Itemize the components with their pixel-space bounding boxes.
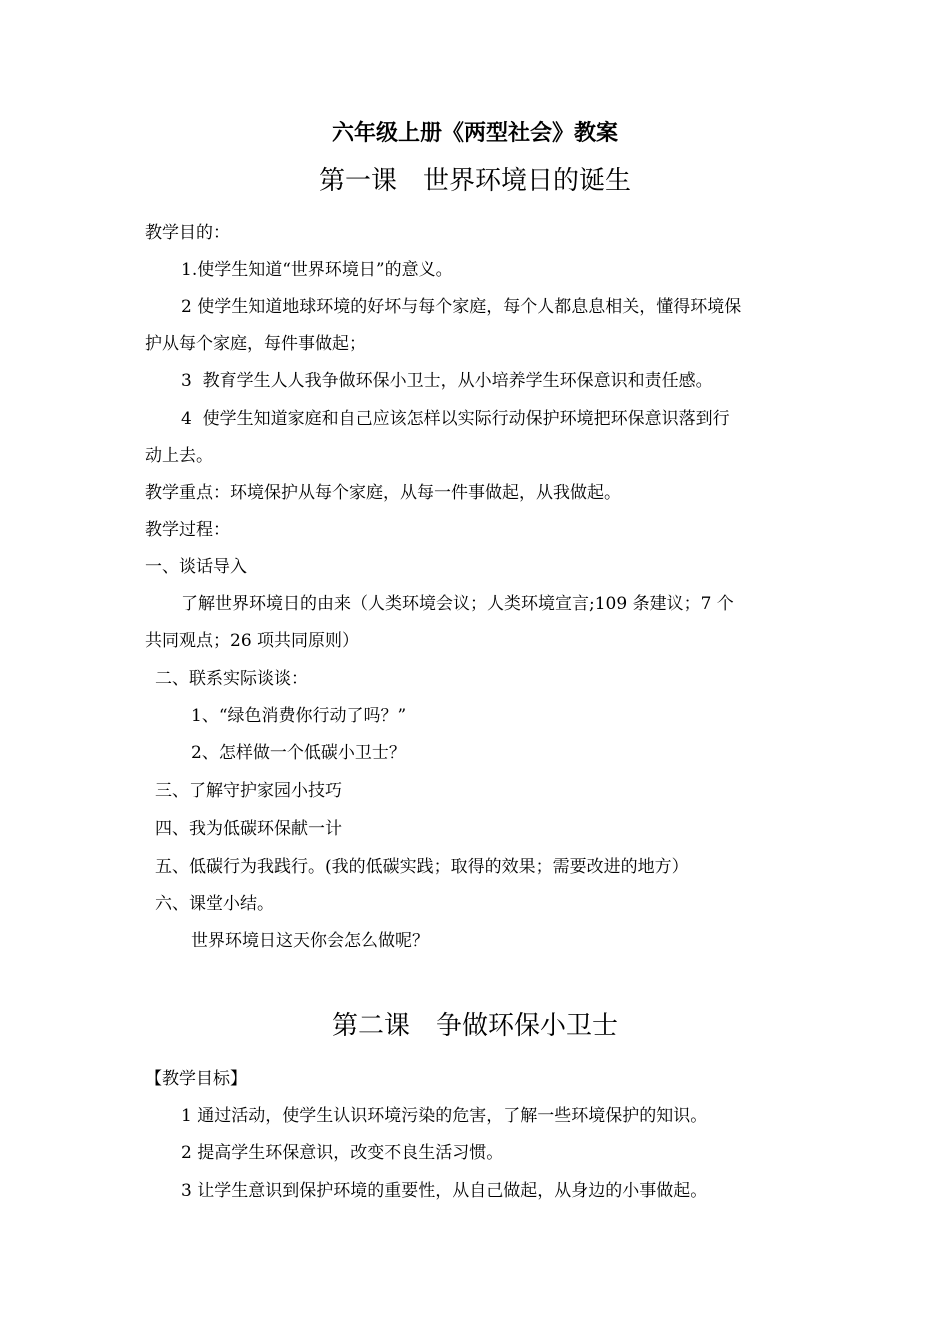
section-3-heading: 三、了解守护家园小技巧: [155, 781, 342, 801]
section-6-heading: 六、课堂小结。: [155, 894, 274, 914]
lesson2-heading: 第二课 争做环保小卫士: [331, 1011, 618, 1041]
lesson2-goals-label: 【教学目标】: [145, 1069, 247, 1089]
lesson1-goal-4a: 4 使学生知道家庭和自己应该怎样以实际行动保护环境把环保意识落到行: [181, 409, 730, 429]
lesson2-goal-1: 1 通过活动，使学生认识环境污染的危害，了解一些环境保护的知识。: [181, 1106, 708, 1126]
lesson2-goal-3: 3 让学生意识到保护环境的重要性，从自己做起，从身边的小事做起。: [181, 1181, 708, 1201]
section-2-item-2: 2、怎样做一个低碳小卫士？: [191, 743, 406, 763]
lesson1-goals-label: 教学目的：: [145, 223, 230, 243]
lesson1-goal-4b: 动上去。: [145, 446, 213, 466]
section-2-item-1: 1、“绿色消费你行动了吗？”: [191, 706, 407, 726]
section-5-heading: 五、低碳行为我践行。(我的低碳实践；取得的效果；需要改进的地方）: [155, 857, 689, 877]
section-1-text-b: 共同观点；26 项共同原则）: [145, 631, 360, 651]
lesson1-focus: 教学重点：环境保护从每个家庭，从每一件事做起，从我做起。: [145, 483, 621, 503]
lesson1-process-label: 教学过程：: [145, 520, 230, 540]
lesson1-goal-2a: 2 使学生知道地球环境的好坏与每个家庭，每个人都息息相关，懂得环境保: [181, 297, 742, 317]
lesson1-heading: 第一课 世界环境日的诞生: [318, 166, 631, 196]
lesson1-goal-3: 3 教育学生人人我争做环保小卫士，从小培养学生环保意识和责任感。: [181, 371, 713, 391]
lesson2-goal-2: 2 提高学生环保意识，改变不良生活习惯。: [181, 1143, 504, 1163]
section-6-text: 世界环境日这天你会怎么做呢？: [191, 931, 429, 951]
lesson1-goal-1: 1.使学生知道“世界环境日”的意义。: [181, 260, 453, 280]
section-4-heading: 四、我为低碳环保献一计: [155, 819, 342, 839]
section-2-heading: 二、联系实际谈谈：: [155, 669, 308, 689]
section-1-heading: 一、谈话导入: [145, 557, 247, 577]
lesson1-goal-2b: 护从每个家庭，每件事做起；: [145, 334, 366, 354]
page-title: 六年级上册《两型社会》教案: [331, 120, 618, 146]
section-1-text-a: 了解世界环境日的由来（人类环境会议；人类环境宣言;109 条建议；7 个: [181, 594, 734, 614]
